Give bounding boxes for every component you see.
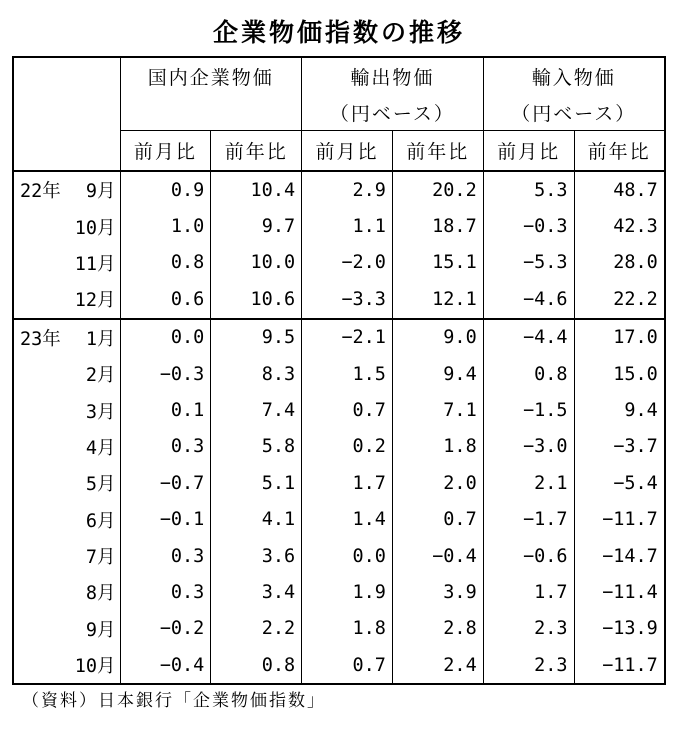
value-cell: 2.9	[302, 171, 393, 208]
value-cell: 10.4	[211, 171, 302, 208]
row-month: 9月	[85, 619, 116, 641]
value-cell: 4.1	[211, 502, 302, 538]
row-label-cell	[13, 611, 120, 647]
value-cell: 5.3	[483, 171, 574, 208]
row-month: 8月	[85, 583, 116, 605]
value-cell: −0.7	[120, 465, 211, 501]
group-header-export: 輸出物価	[302, 57, 484, 94]
value-cell: −0.1	[120, 502, 211, 538]
table-row	[13, 611, 665, 647]
value-cell: 9.4	[574, 392, 665, 428]
table-row	[13, 356, 665, 392]
row-month: 11月	[74, 253, 116, 275]
table-row	[13, 208, 665, 244]
value-cell: 20.2	[392, 171, 483, 208]
value-cell: −0.3	[120, 356, 211, 392]
price-index-table	[12, 56, 666, 685]
value-cell: 0.7	[302, 392, 393, 428]
value-cell: 1.8	[302, 611, 393, 647]
value-cell: 1.1	[302, 208, 393, 244]
value-cell: 9.5	[211, 319, 302, 356]
row-month: 4月	[85, 437, 116, 459]
value-cell: 12.1	[392, 281, 483, 318]
row-label-cell	[13, 647, 120, 684]
value-cell: −11.4	[574, 574, 665, 610]
value-cell: 5.1	[211, 465, 302, 501]
value-cell: 0.8	[211, 647, 302, 684]
row-month: 10月	[74, 656, 116, 678]
value-cell: 9.4	[392, 356, 483, 392]
value-cell: 2.2	[211, 611, 302, 647]
row-label-cell	[13, 171, 120, 208]
row-label-cell	[13, 574, 120, 610]
value-cell: 9.7	[211, 208, 302, 244]
group-subheader-export: （円ベース）	[302, 94, 484, 131]
value-cell: −4.4	[483, 319, 574, 356]
row-label-cell	[13, 319, 120, 356]
value-cell: 1.7	[302, 465, 393, 501]
value-cell: 22.2	[574, 281, 665, 318]
value-cell: −1.7	[483, 502, 574, 538]
row-label-cell	[13, 356, 120, 392]
value-cell: −2.0	[302, 245, 393, 281]
value-cell: 1.0	[120, 208, 211, 244]
value-cell: −0.4	[392, 538, 483, 574]
table-row	[13, 319, 665, 356]
value-cell: −14.7	[574, 538, 665, 574]
column-header: 前年比	[392, 131, 483, 172]
value-cell: 3.9	[392, 574, 483, 610]
value-cell: 2.3	[483, 611, 574, 647]
value-cell: −13.9	[574, 611, 665, 647]
value-cell: 1.5	[302, 356, 393, 392]
row-month: 10月	[74, 217, 116, 239]
source-note: （資料）日本銀行「企業物価指数」	[22, 691, 326, 711]
value-cell: 17.0	[574, 319, 665, 356]
value-cell: 0.8	[483, 356, 574, 392]
table-row	[13, 647, 665, 684]
row-label-cell	[13, 281, 120, 318]
group-subheader-domestic	[120, 94, 302, 131]
table-row	[13, 502, 665, 538]
column-header: 前年比	[211, 131, 302, 172]
value-cell: 0.9	[120, 171, 211, 208]
group-header-import: 輸入物価	[483, 57, 665, 94]
table-row	[13, 574, 665, 610]
value-cell: 0.7	[302, 647, 393, 684]
table-body	[13, 171, 665, 684]
page-title: 企業物価指数の推移	[212, 18, 465, 47]
value-cell: 7.1	[392, 392, 483, 428]
table-row	[13, 171, 665, 208]
value-cell: 0.3	[120, 574, 211, 610]
row-label-cell	[13, 429, 120, 465]
value-cell: −5.3	[483, 245, 574, 281]
value-cell: 42.3	[574, 208, 665, 244]
row-month: 9月	[85, 181, 116, 203]
row-label-cell	[13, 538, 120, 574]
row-label-cell	[13, 502, 120, 538]
column-header: 前月比	[302, 131, 393, 172]
value-cell: 10.0	[211, 245, 302, 281]
value-cell: −2.1	[302, 319, 393, 356]
corner-header-cell	[13, 57, 120, 171]
table-row	[13, 538, 665, 574]
value-cell: 1.7	[483, 574, 574, 610]
value-cell: 2.1	[483, 465, 574, 501]
value-cell: 7.4	[211, 392, 302, 428]
table-row	[13, 465, 665, 501]
value-cell: 0.3	[120, 538, 211, 574]
column-header: 前月比	[483, 131, 574, 172]
value-cell: 2.8	[392, 611, 483, 647]
value-cell: −0.2	[120, 611, 211, 647]
value-cell: 1.8	[392, 429, 483, 465]
value-cell: −0.3	[483, 208, 574, 244]
table-row	[13, 429, 665, 465]
row-month: 6月	[85, 510, 116, 532]
value-cell: −5.4	[574, 465, 665, 501]
value-cell: 8.3	[211, 356, 302, 392]
value-cell: 15.0	[574, 356, 665, 392]
row-label-cell	[13, 465, 120, 501]
row-label-cell	[13, 245, 120, 281]
value-cell: 3.4	[211, 574, 302, 610]
value-cell: 0.7	[392, 502, 483, 538]
value-cell: 18.7	[392, 208, 483, 244]
value-cell: 0.0	[120, 319, 211, 356]
row-year: 22年	[20, 181, 61, 203]
value-cell: 10.6	[211, 281, 302, 318]
value-cell: 0.3	[120, 429, 211, 465]
value-cell: −0.4	[120, 647, 211, 684]
value-cell: 5.8	[211, 429, 302, 465]
value-cell: 2.3	[483, 647, 574, 684]
row-month: 12月	[74, 290, 116, 312]
value-cell: −11.7	[574, 647, 665, 684]
value-cell: −4.6	[483, 281, 574, 318]
value-cell: 48.7	[574, 171, 665, 208]
value-cell: 2.4	[392, 647, 483, 684]
row-label-cell	[13, 208, 120, 244]
value-cell: 2.0	[392, 465, 483, 501]
row-month: 7月	[85, 547, 116, 569]
value-cell: 3.6	[211, 538, 302, 574]
value-cell: 0.6	[120, 281, 211, 318]
table-row	[13, 392, 665, 428]
value-cell: −3.7	[574, 429, 665, 465]
group-subheader-import: （円ベース）	[483, 94, 665, 131]
row-month: 3月	[85, 401, 116, 423]
table-row	[13, 245, 665, 281]
value-cell: −11.7	[574, 502, 665, 538]
row-month: 1月	[85, 328, 116, 350]
value-cell: 0.8	[120, 245, 211, 281]
value-cell: 15.1	[392, 245, 483, 281]
value-cell: 9.0	[392, 319, 483, 356]
value-cell: 0.2	[302, 429, 393, 465]
row-month: 2月	[85, 365, 116, 387]
value-cell: 28.0	[574, 245, 665, 281]
row-month: 5月	[85, 474, 116, 496]
value-cell: 0.0	[302, 538, 393, 574]
value-cell: 0.1	[120, 392, 211, 428]
value-cell: −1.5	[483, 392, 574, 428]
value-cell: 1.9	[302, 574, 393, 610]
value-cell: −3.0	[483, 429, 574, 465]
group-header-domestic: 国内企業物価	[120, 57, 302, 94]
value-cell: −3.3	[302, 281, 393, 318]
value-cell: 1.4	[302, 502, 393, 538]
table-row	[13, 281, 665, 318]
row-year: 23年	[20, 328, 61, 350]
row-label-cell	[13, 392, 120, 428]
value-cell: −0.6	[483, 538, 574, 574]
column-header: 前年比	[574, 131, 665, 172]
column-header: 前月比	[120, 131, 211, 172]
